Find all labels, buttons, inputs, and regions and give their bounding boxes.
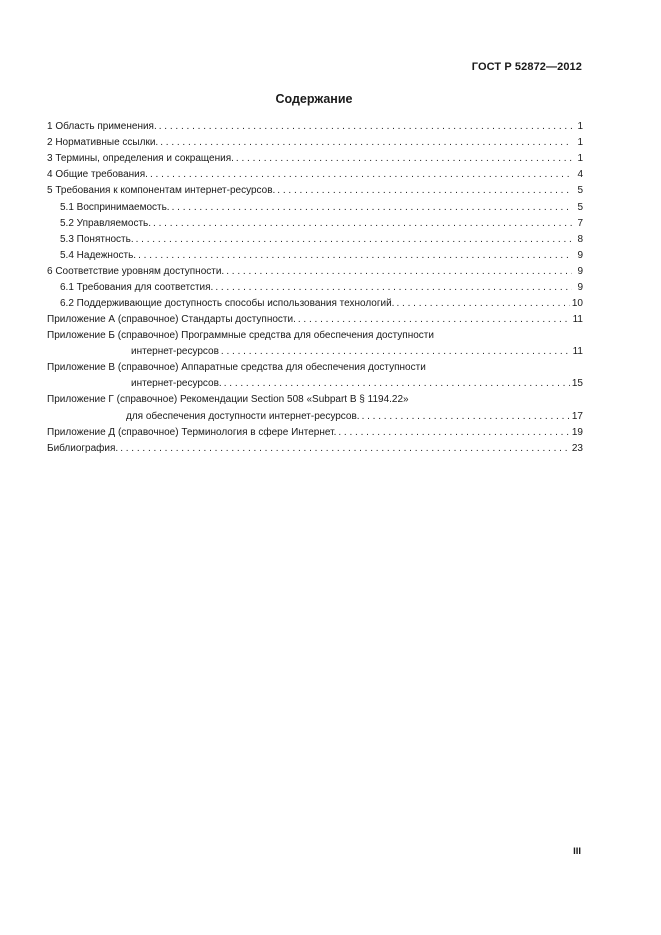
toc-entry-label: 3 Термины, определения и сокращения. (47, 153, 234, 165)
toc-page-number: 9 (577, 249, 583, 261)
toc-entry-label: 5.1 Воспринимаемость. (60, 201, 170, 213)
toc-page-number: 15 (571, 378, 583, 390)
toc-page-number: 5 (577, 201, 583, 213)
leader-dots (172, 200, 572, 216)
toc-entry-label: Библиография. (47, 442, 119, 454)
toc-entry-label: 1 Область применения. (47, 121, 157, 133)
toc-entry-label: 6.1 Требования для соответстия. (60, 282, 214, 294)
toc-entry-label: Приложение Б (справочное) Программные средства для обеспечения доступности (47, 330, 434, 342)
toc-entry-label: 2 Нормативные ссылки. (47, 137, 159, 149)
toc-entry-appendix-v[interactable] (47, 360, 583, 392)
document-standard-id: ГОСТ Р 52872—2012 (471, 61, 582, 73)
toc-entry-label: 5 Требования к компонентам интернет-ресурсов. (47, 185, 276, 197)
leader-dots (298, 312, 571, 328)
toc-entry-general-requirements[interactable] (47, 167, 583, 183)
toc-entry-terms[interactable] (47, 151, 583, 167)
leader-dots (136, 232, 572, 248)
leader-dots (396, 296, 569, 312)
toc-entry-label: Приложение Д (справочное) Терминология в сфере Интернет. (47, 426, 337, 438)
leader-dots (160, 135, 572, 151)
toc-entry-label: 6.2 Поддерживающие доступность способы использования технологий. (60, 298, 395, 310)
toc-page-number: 9 (577, 282, 583, 294)
toc-entry-label: 5.4 Надежность. (60, 249, 137, 261)
leader-dots (120, 441, 570, 457)
toc-entry-scope[interactable] (47, 119, 583, 135)
toc-entry-perceivability[interactable] (47, 199, 583, 215)
toc-entry-appendix-d[interactable] (47, 425, 583, 441)
leader-dots (362, 409, 570, 425)
toc-entry-appendix-a[interactable] (47, 312, 583, 328)
toc-entry-label: 6 Соответствие уровням доступности. (47, 265, 225, 277)
leader-dots (236, 151, 572, 167)
leader-dots (153, 216, 572, 232)
toc-entry-label: 4 Общие требования. (47, 169, 148, 181)
leader-dots (226, 264, 572, 280)
leader-dots (159, 119, 572, 135)
toc-title: Содержание (275, 92, 353, 106)
toc-entry-conformance[interactable] (47, 264, 583, 280)
toc-entry-label-continued: для обеспечения доступности интернет-ресурсов. (126, 410, 360, 422)
toc-page-number: 7 (577, 217, 583, 229)
toc-page-number: 1 (577, 121, 583, 133)
toc-entry-component-requirements[interactable] (47, 183, 583, 199)
toc-page-number: 23 (571, 442, 583, 454)
toc-entry-label: Приложение Г (справочное) Рекомендации Section 508 «Subpart B § 1194.22» (47, 394, 409, 406)
leader-dots (215, 280, 572, 296)
toc-entry-bibliography[interactable] (47, 441, 583, 457)
toc-entry-normative-references[interactable] (47, 135, 583, 151)
toc-entry-appendix-g[interactable] (47, 392, 583, 424)
toc-entry-label: 5.2 Управляемость. (60, 217, 152, 229)
toc-page-number: 11 (572, 346, 583, 358)
toc-page-number: 11 (572, 314, 583, 326)
toc-entry-conformance-requirements[interactable] (47, 280, 583, 296)
toc-entry-understandability[interactable] (47, 232, 583, 248)
toc-entry-label-continued: интернет-ресурсов. (131, 378, 222, 390)
leader-dots (138, 248, 572, 264)
toc-page-number: 9 (577, 265, 583, 277)
toc-entry-operability[interactable] (47, 216, 583, 232)
toc-page-number: 4 (577, 169, 583, 181)
toc-page-number: 8 (577, 233, 583, 245)
toc-page-number: 19 (571, 426, 583, 438)
page-number: III (573, 846, 581, 857)
toc-entry-label: 5.3 Понятность. (60, 233, 134, 245)
toc-entry-label: Приложение А (справочное) Стандарты доступности. (47, 314, 296, 326)
toc-entry-label: Приложение В (справочное) Аппаратные средства для обеспечения доступности (47, 362, 426, 374)
toc-page-number: 1 (577, 153, 583, 165)
leader-dots (224, 376, 570, 392)
toc-entry-reliability[interactable] (47, 248, 583, 264)
leader-dots (277, 183, 572, 199)
toc-entry-supporting-technologies[interactable] (47, 296, 583, 312)
toc-page-number: 5 (577, 185, 583, 197)
leader-dots (221, 344, 571, 360)
toc-page-number: 17 (571, 410, 583, 422)
toc-entry-appendix-b[interactable] (47, 328, 583, 360)
toc-page-number: 10 (571, 298, 583, 310)
table-of-contents (47, 119, 583, 457)
toc-entry-label-continued: интернет-ресурсов (131, 346, 219, 358)
toc-page-number: 1 (577, 137, 583, 149)
leader-dots (338, 425, 570, 441)
leader-dots (150, 167, 572, 183)
